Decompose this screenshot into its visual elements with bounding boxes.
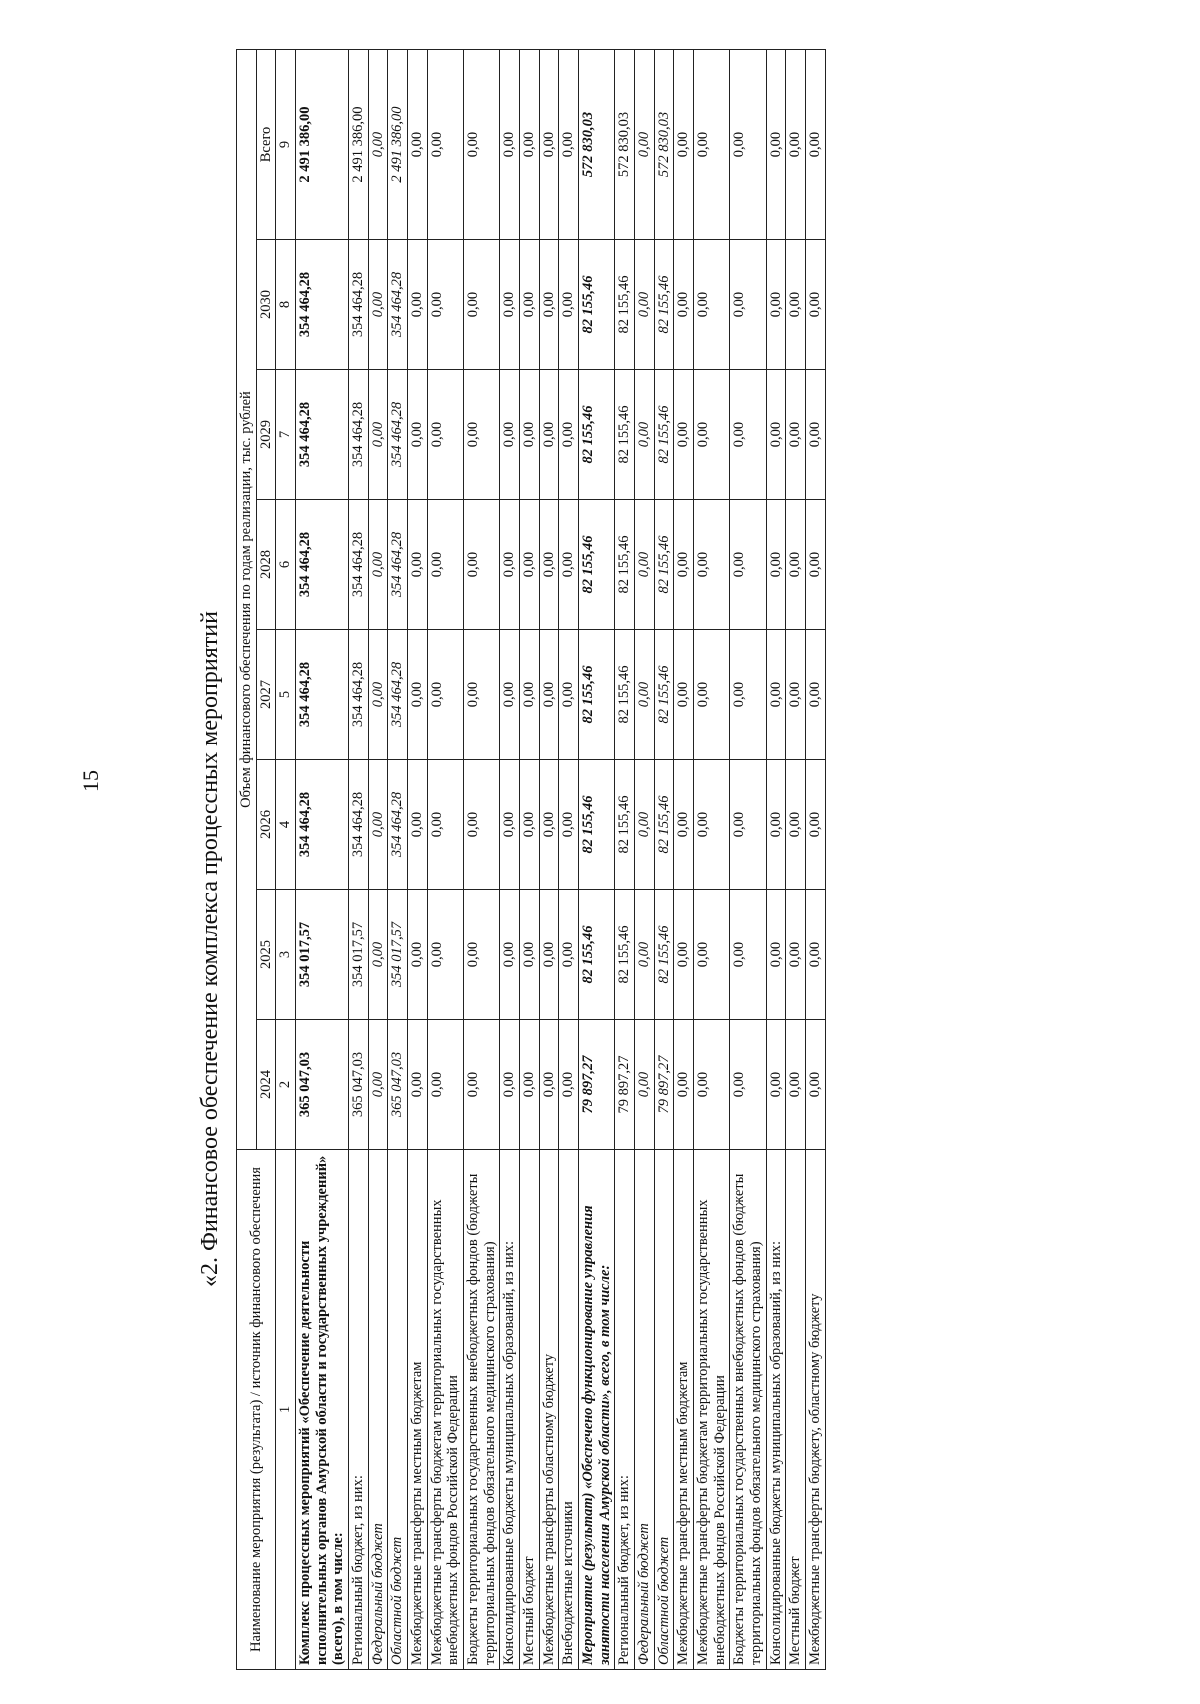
value-cell: 82 155,46 bbox=[579, 240, 615, 370]
header-column-number-cell: 7 bbox=[276, 370, 296, 500]
value-cell: 0,00 bbox=[427, 240, 463, 370]
value-cell: 0,00 bbox=[408, 240, 428, 370]
value-cell: 0,00 bbox=[786, 630, 806, 760]
value-cell: 354 464,28 bbox=[388, 370, 408, 500]
value-cell: 0,00 bbox=[520, 49, 540, 239]
row-name-cell: Мероприятие (результат) «Обеспечено функционирование управления занятости населения Амурской области», всего, в том числе: bbox=[579, 1150, 615, 1670]
value-cell: 354 464,28 bbox=[349, 370, 369, 500]
value-cell: 0,00 bbox=[539, 240, 559, 370]
value-cell: 0,00 bbox=[806, 370, 826, 500]
value-cell: 82 155,46 bbox=[615, 240, 635, 370]
header-name-cell: Наименование мероприятия (результата) / источник финансового обеспечения bbox=[237, 1150, 276, 1670]
table-row bbox=[349, 49, 369, 1669]
header-year-cell: 2028 bbox=[256, 500, 276, 630]
value-cell: 0,00 bbox=[766, 760, 786, 890]
value-cell: 0,00 bbox=[408, 500, 428, 630]
header-column-number-cell: 9 bbox=[276, 49, 296, 239]
table-row bbox=[464, 49, 500, 1669]
row-name-cell: Федеральный бюджет bbox=[368, 1150, 388, 1670]
value-cell: 0,00 bbox=[500, 370, 520, 500]
value-cell: 82 155,46 bbox=[579, 500, 615, 630]
value-cell: 354 464,28 bbox=[296, 500, 349, 630]
value-cell: 0,00 bbox=[674, 240, 694, 370]
value-cell: 0,00 bbox=[539, 500, 559, 630]
value-cell: 0,00 bbox=[730, 890, 766, 1020]
value-cell: 82 155,46 bbox=[615, 500, 635, 630]
financing-table bbox=[236, 49, 826, 1670]
value-cell: 0,00 bbox=[520, 240, 540, 370]
value-cell: 82 155,46 bbox=[654, 240, 674, 370]
row-name-cell: Консолидированные бюджеты муниципальных образований, из них: bbox=[500, 1150, 520, 1670]
value-cell: 354 464,28 bbox=[296, 630, 349, 760]
value-cell: 0,00 bbox=[635, 630, 655, 760]
value-cell: 0,00 bbox=[464, 1020, 500, 1150]
row-name-cell: Комплекс процессных мероприятий «Обеспечение деятельности исполнительных органов Амурской области и государственных учреждений» (всего), в том числе: bbox=[296, 1150, 349, 1670]
row-name-cell: Внебюджетные источники bbox=[559, 1150, 579, 1670]
value-cell: 0,00 bbox=[694, 49, 730, 239]
value-cell: 0,00 bbox=[427, 760, 463, 890]
value-cell: 0,00 bbox=[786, 1020, 806, 1150]
value-cell: 82 155,46 bbox=[579, 370, 615, 500]
header-row-top bbox=[237, 49, 257, 1669]
value-cell: 82 155,46 bbox=[654, 500, 674, 630]
value-cell: 0,00 bbox=[730, 500, 766, 630]
value-cell: 0,00 bbox=[806, 890, 826, 1020]
value-cell: 79 897,27 bbox=[579, 1020, 615, 1150]
value-cell: 0,00 bbox=[520, 760, 540, 890]
value-cell: 0,00 bbox=[559, 1020, 579, 1150]
value-cell: 0,00 bbox=[539, 630, 559, 760]
value-cell: 0,00 bbox=[464, 49, 500, 239]
value-cell: 0,00 bbox=[559, 49, 579, 239]
value-cell: 0,00 bbox=[674, 500, 694, 630]
value-cell: 0,00 bbox=[539, 49, 559, 239]
value-cell: 0,00 bbox=[520, 1020, 540, 1150]
value-cell: 0,00 bbox=[694, 760, 730, 890]
row-name-cell: Федеральный бюджет bbox=[635, 1150, 655, 1670]
row-name-cell: Региональный бюджет, из них: bbox=[349, 1150, 369, 1670]
value-cell: 0,00 bbox=[635, 890, 655, 1020]
value-cell: 0,00 bbox=[806, 500, 826, 630]
row-name-cell: Консолидированные бюджеты муниципальных образований, из них: bbox=[766, 1150, 786, 1670]
value-cell: 82 155,46 bbox=[615, 890, 635, 1020]
row-name-cell: Межбюджетные трансферты местным бюджетам bbox=[408, 1150, 428, 1670]
row-name-cell: Бюджеты территориальных государственных внебюджетных фондов (бюджеты территориальных фондов обязательного медицинского страхования) bbox=[730, 1150, 766, 1670]
value-cell: 0,00 bbox=[766, 630, 786, 760]
value-cell: 0,00 bbox=[368, 630, 388, 760]
value-cell: 0,00 bbox=[674, 370, 694, 500]
table-row bbox=[427, 49, 463, 1669]
value-cell: 0,00 bbox=[464, 240, 500, 370]
value-cell: 82 155,46 bbox=[654, 760, 674, 890]
row-name-cell: Межбюджетные трансферты бюджетам территориальных государственных внебюджетных фондов Российской Федерации bbox=[694, 1150, 730, 1670]
table-row bbox=[694, 49, 730, 1669]
value-cell: 0,00 bbox=[806, 1020, 826, 1150]
value-cell: 0,00 bbox=[694, 1020, 730, 1150]
header-column-number-cell: 3 bbox=[276, 890, 296, 1020]
value-cell: 0,00 bbox=[500, 500, 520, 630]
value-cell: 0,00 bbox=[674, 890, 694, 1020]
value-cell: 0,00 bbox=[539, 760, 559, 890]
header-column-number-cell: 1 bbox=[276, 1150, 296, 1670]
value-cell: 0,00 bbox=[694, 630, 730, 760]
value-cell: 0,00 bbox=[368, 500, 388, 630]
table-row bbox=[296, 49, 349, 1669]
row-name-cell: Местный бюджет bbox=[520, 1150, 540, 1670]
value-cell: 354 464,28 bbox=[349, 760, 369, 890]
value-cell: 0,00 bbox=[408, 370, 428, 500]
value-cell: 354 017,57 bbox=[349, 890, 369, 1020]
value-cell: 0,00 bbox=[730, 370, 766, 500]
value-cell: 0,00 bbox=[520, 370, 540, 500]
value-cell: 0,00 bbox=[408, 760, 428, 890]
value-cell: 354 464,28 bbox=[388, 760, 408, 890]
value-cell: 0,00 bbox=[427, 890, 463, 1020]
table-row bbox=[559, 49, 579, 1669]
value-cell: 572 830,03 bbox=[579, 49, 615, 239]
header-column-number-cell: 5 bbox=[276, 630, 296, 760]
value-cell: 0,00 bbox=[730, 49, 766, 239]
value-cell: 82 155,46 bbox=[654, 630, 674, 760]
value-cell: 0,00 bbox=[500, 240, 520, 370]
value-cell: 0,00 bbox=[635, 500, 655, 630]
value-cell: 0,00 bbox=[464, 370, 500, 500]
value-cell: 0,00 bbox=[500, 630, 520, 760]
value-cell: 0,00 bbox=[694, 240, 730, 370]
value-cell: 354 464,28 bbox=[296, 240, 349, 370]
value-cell: 0,00 bbox=[635, 1020, 655, 1150]
header-year-cell: 2025 bbox=[256, 890, 276, 1020]
value-cell: 2 491 386,00 bbox=[388, 49, 408, 239]
page-number: 15 bbox=[78, 770, 103, 792]
value-cell: 0,00 bbox=[427, 370, 463, 500]
value-cell: 0,00 bbox=[500, 1020, 520, 1150]
value-cell: 365 047,03 bbox=[349, 1020, 369, 1150]
header-row-col-numbers bbox=[276, 49, 296, 1669]
table-row bbox=[635, 49, 655, 1669]
value-cell: 0,00 bbox=[408, 1020, 428, 1150]
value-cell: 0,00 bbox=[766, 240, 786, 370]
value-cell: 0,00 bbox=[427, 49, 463, 239]
table-row bbox=[615, 49, 635, 1669]
value-cell: 2 491 386,00 bbox=[296, 49, 349, 239]
value-cell: 0,00 bbox=[786, 500, 806, 630]
value-cell: 82 155,46 bbox=[654, 370, 674, 500]
header-year-cell: 2030 bbox=[256, 240, 276, 370]
value-cell: 0,00 bbox=[806, 240, 826, 370]
value-cell: 82 155,46 bbox=[579, 760, 615, 890]
value-cell: 0,00 bbox=[694, 890, 730, 1020]
value-cell: 0,00 bbox=[766, 370, 786, 500]
value-cell: 0,00 bbox=[368, 240, 388, 370]
value-cell: 82 155,46 bbox=[654, 890, 674, 1020]
row-name-cell: Межбюджетные трансферты областному бюджету bbox=[539, 1150, 559, 1670]
value-cell: 79 897,27 bbox=[654, 1020, 674, 1150]
value-cell: 0,00 bbox=[635, 370, 655, 500]
value-cell: 82 155,46 bbox=[615, 760, 635, 890]
value-cell: 354 464,28 bbox=[388, 630, 408, 760]
value-cell: 0,00 bbox=[730, 760, 766, 890]
value-cell: 0,00 bbox=[674, 630, 694, 760]
value-cell: 0,00 bbox=[368, 890, 388, 1020]
table-body bbox=[296, 49, 826, 1669]
value-cell: 0,00 bbox=[674, 49, 694, 239]
row-name-cell: Региональный бюджет, из них: bbox=[615, 1150, 635, 1670]
value-cell: 0,00 bbox=[539, 1020, 559, 1150]
row-name-cell: Межбюджетные трансферты местным бюджетам bbox=[674, 1150, 694, 1670]
table-row bbox=[579, 49, 615, 1669]
row-name-cell: Областной бюджет bbox=[388, 1150, 408, 1670]
table-row bbox=[730, 49, 766, 1669]
table-row bbox=[766, 49, 786, 1669]
value-cell: 0,00 bbox=[674, 1020, 694, 1150]
value-cell: 0,00 bbox=[766, 890, 786, 1020]
value-cell: 0,00 bbox=[559, 630, 579, 760]
value-cell: 0,00 bbox=[786, 890, 806, 1020]
value-cell: 0,00 bbox=[464, 500, 500, 630]
value-cell: 0,00 bbox=[786, 370, 806, 500]
rotated-table-container bbox=[236, 50, 1146, 1670]
header-column-number-cell: 6 bbox=[276, 500, 296, 630]
value-cell: 354 464,28 bbox=[349, 240, 369, 370]
value-cell: 0,00 bbox=[694, 500, 730, 630]
value-cell: 0,00 bbox=[427, 630, 463, 760]
value-cell: 0,00 bbox=[539, 890, 559, 1020]
value-cell: 82 155,46 bbox=[579, 630, 615, 760]
value-cell: 0,00 bbox=[500, 49, 520, 239]
value-cell: 0,00 bbox=[786, 49, 806, 239]
value-cell: 0,00 bbox=[559, 240, 579, 370]
value-cell: 0,00 bbox=[559, 760, 579, 890]
value-cell: 0,00 bbox=[766, 49, 786, 239]
table-row bbox=[388, 49, 408, 1669]
value-cell: 0,00 bbox=[520, 890, 540, 1020]
value-cell: 0,00 bbox=[559, 370, 579, 500]
value-cell: 0,00 bbox=[559, 890, 579, 1020]
row-name-cell: Бюджеты территориальных государственных внебюджетных фондов (бюджеты территориальных фондов обязательного медицинского страхования) bbox=[464, 1150, 500, 1670]
section-title: «2. Финансовое обеспечение комплекса процессных мероприятий bbox=[197, 611, 223, 1287]
value-cell: 0,00 bbox=[500, 760, 520, 890]
header-year-cell: Всего bbox=[256, 49, 276, 239]
value-cell: 0,00 bbox=[806, 49, 826, 239]
value-cell: 0,00 bbox=[635, 240, 655, 370]
value-cell: 0,00 bbox=[520, 500, 540, 630]
value-cell: 0,00 bbox=[730, 1020, 766, 1150]
value-cell: 354 464,28 bbox=[388, 240, 408, 370]
value-cell: 0,00 bbox=[730, 630, 766, 760]
value-cell: 0,00 bbox=[368, 370, 388, 500]
value-cell: 354 464,28 bbox=[296, 370, 349, 500]
header-year-cell: 2027 bbox=[256, 630, 276, 760]
table-row bbox=[539, 49, 559, 1669]
value-cell: 0,00 bbox=[368, 1020, 388, 1150]
header-column-number-cell: 4 bbox=[276, 760, 296, 890]
table-row bbox=[500, 49, 520, 1669]
row-name-cell: Межбюджетные трансферты бюджетам территориальных государственных внебюджетных фондов Российской Федерации bbox=[427, 1150, 463, 1670]
table-row bbox=[520, 49, 540, 1669]
row-name-cell: Межбюджетные трансферты бюджету, областному бюджету bbox=[806, 1150, 826, 1670]
value-cell: 79 897,27 bbox=[615, 1020, 635, 1150]
value-cell: 354 464,28 bbox=[349, 630, 369, 760]
value-cell: 0,00 bbox=[408, 49, 428, 239]
value-cell: 354 017,57 bbox=[388, 890, 408, 1020]
value-cell: 0,00 bbox=[539, 370, 559, 500]
value-cell: 82 155,46 bbox=[579, 890, 615, 1020]
value-cell: 0,00 bbox=[766, 1020, 786, 1150]
header-year-cell: 2024 bbox=[256, 1020, 276, 1150]
value-cell: 2 491 386,00 bbox=[349, 49, 369, 239]
table-row bbox=[674, 49, 694, 1669]
value-cell: 0,00 bbox=[730, 240, 766, 370]
row-name-cell: Областной бюджет bbox=[654, 1150, 674, 1670]
value-cell: 354 017,57 bbox=[296, 890, 349, 1020]
value-cell: 0,00 bbox=[368, 49, 388, 239]
header-year-cell: 2029 bbox=[256, 370, 276, 500]
value-cell: 0,00 bbox=[520, 630, 540, 760]
header-volume-cell: Объем финансового обеспечения по годам реализации, тыс. рублей bbox=[237, 49, 257, 1149]
header-column-number-cell: 8 bbox=[276, 240, 296, 370]
header-year-cell: 2026 bbox=[256, 760, 276, 890]
value-cell: 82 155,46 bbox=[615, 370, 635, 500]
table-row bbox=[806, 49, 826, 1669]
value-cell: 0,00 bbox=[674, 760, 694, 890]
value-cell: 0,00 bbox=[694, 370, 730, 500]
table-row bbox=[408, 49, 428, 1669]
value-cell: 0,00 bbox=[806, 760, 826, 890]
value-cell: 0,00 bbox=[559, 500, 579, 630]
value-cell: 354 464,28 bbox=[349, 500, 369, 630]
value-cell: 0,00 bbox=[786, 240, 806, 370]
value-cell: 0,00 bbox=[427, 1020, 463, 1150]
value-cell: 0,00 bbox=[635, 760, 655, 890]
value-cell: 0,00 bbox=[500, 890, 520, 1020]
value-cell: 354 464,28 bbox=[296, 760, 349, 890]
value-cell: 0,00 bbox=[408, 630, 428, 760]
value-cell: 0,00 bbox=[464, 630, 500, 760]
value-cell: 0,00 bbox=[766, 500, 786, 630]
value-cell: 354 464,28 bbox=[388, 500, 408, 630]
header-column-number-cell: 2 bbox=[276, 1020, 296, 1150]
table-row bbox=[368, 49, 388, 1669]
value-cell: 0,00 bbox=[464, 760, 500, 890]
value-cell: 0,00 bbox=[408, 890, 428, 1020]
row-name-cell: Местный бюджет bbox=[786, 1150, 806, 1670]
value-cell: 572 830,03 bbox=[654, 49, 674, 239]
value-cell: 82 155,46 bbox=[615, 630, 635, 760]
value-cell: 572 830,03 bbox=[615, 49, 635, 239]
value-cell: 0,00 bbox=[635, 49, 655, 239]
value-cell: 365 047,03 bbox=[388, 1020, 408, 1150]
table-row bbox=[786, 49, 806, 1669]
value-cell: 0,00 bbox=[368, 760, 388, 890]
value-cell: 0,00 bbox=[427, 500, 463, 630]
value-cell: 0,00 bbox=[464, 890, 500, 1020]
table-row bbox=[654, 49, 674, 1669]
value-cell: 365 047,03 bbox=[296, 1020, 349, 1150]
value-cell: 0,00 bbox=[806, 630, 826, 760]
value-cell: 0,00 bbox=[786, 760, 806, 890]
